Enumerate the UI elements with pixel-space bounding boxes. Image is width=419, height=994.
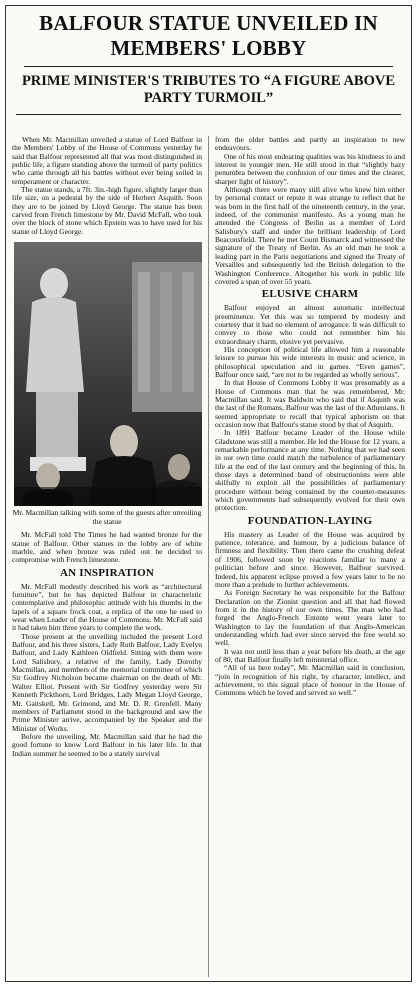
article-columns (12, 136, 405, 977)
article-paragraph: Balfour enjoyed an almost automatic intellectual preeminence. Yet this was so tempered by modesty and courtesy that it had no element of arrogance. It was difficult to convey to those who could not remember him his extraordinary charm, elusive yet pervasive. (215, 303, 406, 346)
article-paragraph: from the older battles and partly an inspiration to new endeavours. (215, 136, 406, 153)
left-column (12, 136, 202, 977)
subheadline-divider (16, 114, 401, 115)
article-paragraph: “All of us here today”, Mr. Macmillan said in conclusion, “join in recognition of his right, by character, intellect, and achievement, to this signal place of honour in the House of Commons which he loved and served so well.” (215, 663, 406, 698)
article-paragraph: Mr. McFall told The Times he had wanted bronze for the statue of Balfour. Other statues in the lobby are of white marble, and when bronze was ruled out he decided to compromise with French limestone. (12, 530, 203, 565)
article-paragraph: In 1891 Balfour became Leader of the House while Gladstone was still a member. He led the House for 12 years, a remarkable performance at any time. Nothing that we had seen in our own time could match the turbulence of parliamentary life at the end of the last century and the beginning of this. In those days a determined band of obstructionists were able skilfully to exploit all the possibilities of parliamentary procedure without being contained by the counter-measures which governments had subsequently evolved for their own protection. (215, 428, 406, 513)
article-paragraph: His conception of political life allowed him a reasonable leisure to pursue his wide interests in music and science, in philosophical speculation and in games. “Even games”, Balfour once said, “are not to be regarded as wholly serious”. (215, 344, 406, 379)
article-paragraph: Before the unveiling, Mr. Macmillan said that he had the good fortune to know Lord Balfour in his later life. In that Indian summer he seemed to be a stately survival (12, 731, 203, 758)
section-heading: ELUSIVE CHARM (261, 288, 359, 301)
statue-photo-image (14, 242, 202, 506)
photo-caption: Mr. Macmillan talking with some of the guests after unveiling the statue (12, 508, 202, 526)
article-paragraph: Those present at the unveiling included the present Lord Balfour, and his three sisters, Lady Ruth Balfour, Lady Evelyn Balfour, and Lady Kathleen Oldfield. Sitting with them were Lord Salisbury, a relative of the family, Lady Dorothy Macmillan, and members of the memorial committee of which Sir Godfrey Nicholson became chairman on the death of Mr. Walter Elliot. Present with Sir Godfrey yesterday were Sir Kenneth Pickthorn, Lord Bridges, Lady Megan Lloyd George, Mr. Gaitskell, Mr. Grimond, and Mr. D. R. Grenfell. Many members of Parliament stood in the background and saw the Prime Minister arrive, accompanied by the Speaker and the Minister of Works. (12, 631, 203, 733)
subheadline: PRIME MINISTER'S TRIBUTES TO “A FIGURE ABOVE PARTY TURMOIL” (21, 73, 396, 106)
headline: BALFOUR STATUE UNVEILED IN MEMBERS' LOBBY (39, 11, 378, 60)
article-paragraph: The statue stands, a 7ft. 3in.-high figure, slightly larger than life size, on a pedestal by the side of Herbert Asquith. Soon they are to be joined by Lloyd George. The statue has been carved from French limestone by Mr. David McFall, who took over the block of stone which Epstein was to have used for his statue of Lloyd George. (12, 185, 203, 236)
statue-photo (14, 242, 202, 506)
article-paragraph: As Foreign Secretary he was responsible for the Balfour Declaration on the Zionist question and all that had flowed from it in the history of our own times. The man who had forged the Anglo-French Entente went years later to Washington to lay the foundation of that Anglo-American understanding which had ever since served the free world so well. (215, 588, 406, 648)
article-lead-paragraph: When Mr. Macmillan unveiled a statue of Lord Balfour in the Members' Lobby of the House of Commons yesterday he said that Balfour represented all that was most distinguished in public life, a figure standing above the turmoil of party politics who came through all his battles without ever being soiled in temperament or character. (12, 136, 203, 186)
headline-divider (24, 66, 393, 67)
section-heading: FOUNDATION-LAYING (247, 514, 373, 527)
newspaper-clipping (5, 5, 412, 982)
article-paragraph: His mastery as Leader of the House was acquired by patience, tolerance, and humour, by a judicious balance of firmness and flexibility. Then there came the crushing defeat of 1906, followed soon by reactions familiar to many a politician before and since. However, Balfour survived. Indeed, his apparent eclipse proved a few years later to be no more than a prelude to further achievements. (215, 529, 406, 589)
article-paragraph: Although there were many still alive who knew him either by personal contact or repute it was strange to reflect that he was born in the first half of the nineteenth century, in the year, indeed, of the communist manifesto. As a young man he attended the Congress of Berlin as a member of Lord Salisbury's staff and under the brilliant leadership of Lord Beaconsfield. There he met Count Bismarck and witnessed the signature of the Treaty of Berlin. As an old man he took a leading part in the Paris negotiations and signed the Treaty of Versailles and subsequently led the British delegation to the Washington Conference. Altogether his work in public life covered a span of over 55 years. (215, 185, 406, 286)
section-heading: AN INSPIRATION (60, 566, 154, 579)
article-paragraph: It was not until less than a year before his death, at the age of 80, that Balfour finally left ministerial office. (215, 646, 406, 664)
column-divider (208, 136, 209, 977)
right-column (215, 136, 405, 977)
article-paragraph: Mr. McFall modestly described his work as “architectural furniture”, but he has depicted Balfour in characteristic contemplative and philosophic attitude with his thumbs in the lapels of a square frock coat, a replica of the one he used to wear when Leader of the House of Commons. Mr. McFall said it had taken him three years to complete the work. (12, 581, 203, 633)
article-paragraph: In that House of Commons Lobby it was presumably as a House of Commons man that he was remembered, Mr. Macmillan said. It was Baldwin who said that if Asquith was the last of the Romans, Balfour was the last of the Athenians. It seemed appropriate to recall that typical aphorism on that occasion now that Balfour's statue stood by that of Asquith. (215, 378, 406, 429)
article-paragraph: One of his most endearing qualities was his kindness to and interest in younger men. He still stood in that “slightly hazy penumbra between the confusion of our times and the clearer, sharper light of history”. (215, 151, 406, 186)
